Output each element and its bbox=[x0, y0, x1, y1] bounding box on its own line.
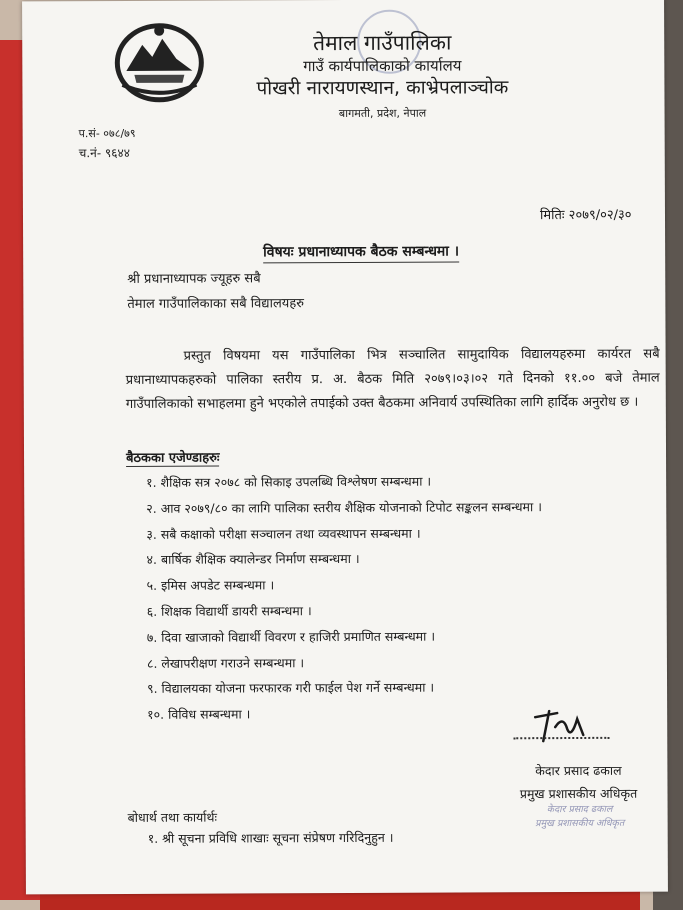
agenda-item: ६. शिक्षक विद्यार्थी डायरी सम्बन्धमा । bbox=[146, 603, 312, 619]
nepal-emblem-icon bbox=[104, 23, 214, 103]
agenda-item: ५. इमिस अपडेट सम्बन्धमा । bbox=[146, 577, 275, 594]
cc-item: १. श्री सूचना प्रविधि शाखाः सूचना संप्रेषण गरिदिनुहुन । bbox=[147, 829, 394, 846]
office-location: पोखरी नारायणस्थान, काभ्रेपलाञ्चोक bbox=[256, 76, 509, 100]
signer-designation: प्रमुख प्रशासकीय अधिकृत bbox=[519, 785, 638, 802]
name-stamp: केदार प्रसाद ढकाल bbox=[546, 803, 613, 816]
agenda-item: १०. विविध सम्बन्धमा । bbox=[147, 706, 251, 723]
agenda-item: ४. बार्षिक शैक्षिक क्यालेन्डर निर्माण सम्बन्धमा । bbox=[146, 551, 360, 568]
signature-line bbox=[513, 737, 609, 739]
addressee-line-1: श्री प्रधानाध्यापक ज्यूहरु सबै bbox=[127, 271, 261, 287]
signer-name: केदार प्रसाद ढकाल bbox=[535, 762, 622, 779]
agenda-list bbox=[146, 468, 543, 728]
letter-ref-number: प.सं- ०७८/७९ bbox=[78, 126, 136, 141]
letter-subject: विषयः प्रधानाध्यापक बैठक सम्बन्धमा । bbox=[263, 242, 459, 264]
agenda-item: ७. दिवा खाजाको विद्यार्थी विवरण र हाजिरी प्रमाणित सम्बन्धमा । bbox=[146, 628, 436, 645]
dispatch-number: च.नं- ९६४४ bbox=[78, 145, 130, 161]
letter-paper bbox=[22, 0, 668, 894]
agenda-title: बैठकका एजेण्डाहरुः bbox=[126, 448, 220, 467]
cc-title: बोधार्थ तथा कार्यार्थः bbox=[127, 809, 218, 825]
agenda-item: ९. विद्यालयका योजना फरफारक गरी फाईल पेश गर्ने सम्बन्धमा । bbox=[147, 679, 435, 697]
agenda-item: ३. सबै कक्षाको परीक्षा सञ्चालन तथा व्यवस्थापन सम्बन्धमा । bbox=[146, 525, 421, 542]
agenda-item: २. आव २०७९/८० का लागि पालिका स्तरीय शैक्षिक योजनाको टिपोट सङ्कलन सम्बन्धमा । bbox=[146, 498, 542, 516]
letter-date: मितिः २०७९/०२/३० bbox=[539, 207, 632, 224]
office-name: गाउँ कार्यपालिकाको कार्यालय bbox=[303, 56, 462, 76]
designation-stamp: प्रमुख प्रशासकीय अधिकृत bbox=[535, 817, 625, 830]
agenda-item: ८. लेखापरीक्षण गराउने सम्बन्धमा । bbox=[146, 654, 305, 671]
addressee-line-2: तेमाल गाउँपालिकाका सबै विद्यालयहरु bbox=[127, 296, 305, 312]
agenda-item: १. शैक्षिक सत्र २०७८ को सिकाइ उपलब्धि विश्लेषण सम्बन्धमा । bbox=[146, 473, 432, 490]
province-country: बागमती, प्रदेश, नेपाल bbox=[338, 106, 427, 121]
municipality-name: तेमाल गाउँपालिका bbox=[313, 30, 452, 56]
letterhead bbox=[222, 29, 542, 122]
letter-body: प्रस्तुत विषयमा यस गाउँपालिका भित्र सञ्चालित सामुदायिक विद्यालयहरुमा कार्यरत सबै प्रधानाध्यापकहरुको पालिका स्तरीय प्र. अ. बैठक मिति २०७९।०३।०२ गते दिनको ११.०० बजे तेमाल गाउँपालिकाको सभाहलमा हुने भएकोले तपाईको उक्त बैठकमा अनिवार्य उपस्थितिका लागि हार्दिक अनुरोध छ । bbox=[125, 346, 660, 412]
